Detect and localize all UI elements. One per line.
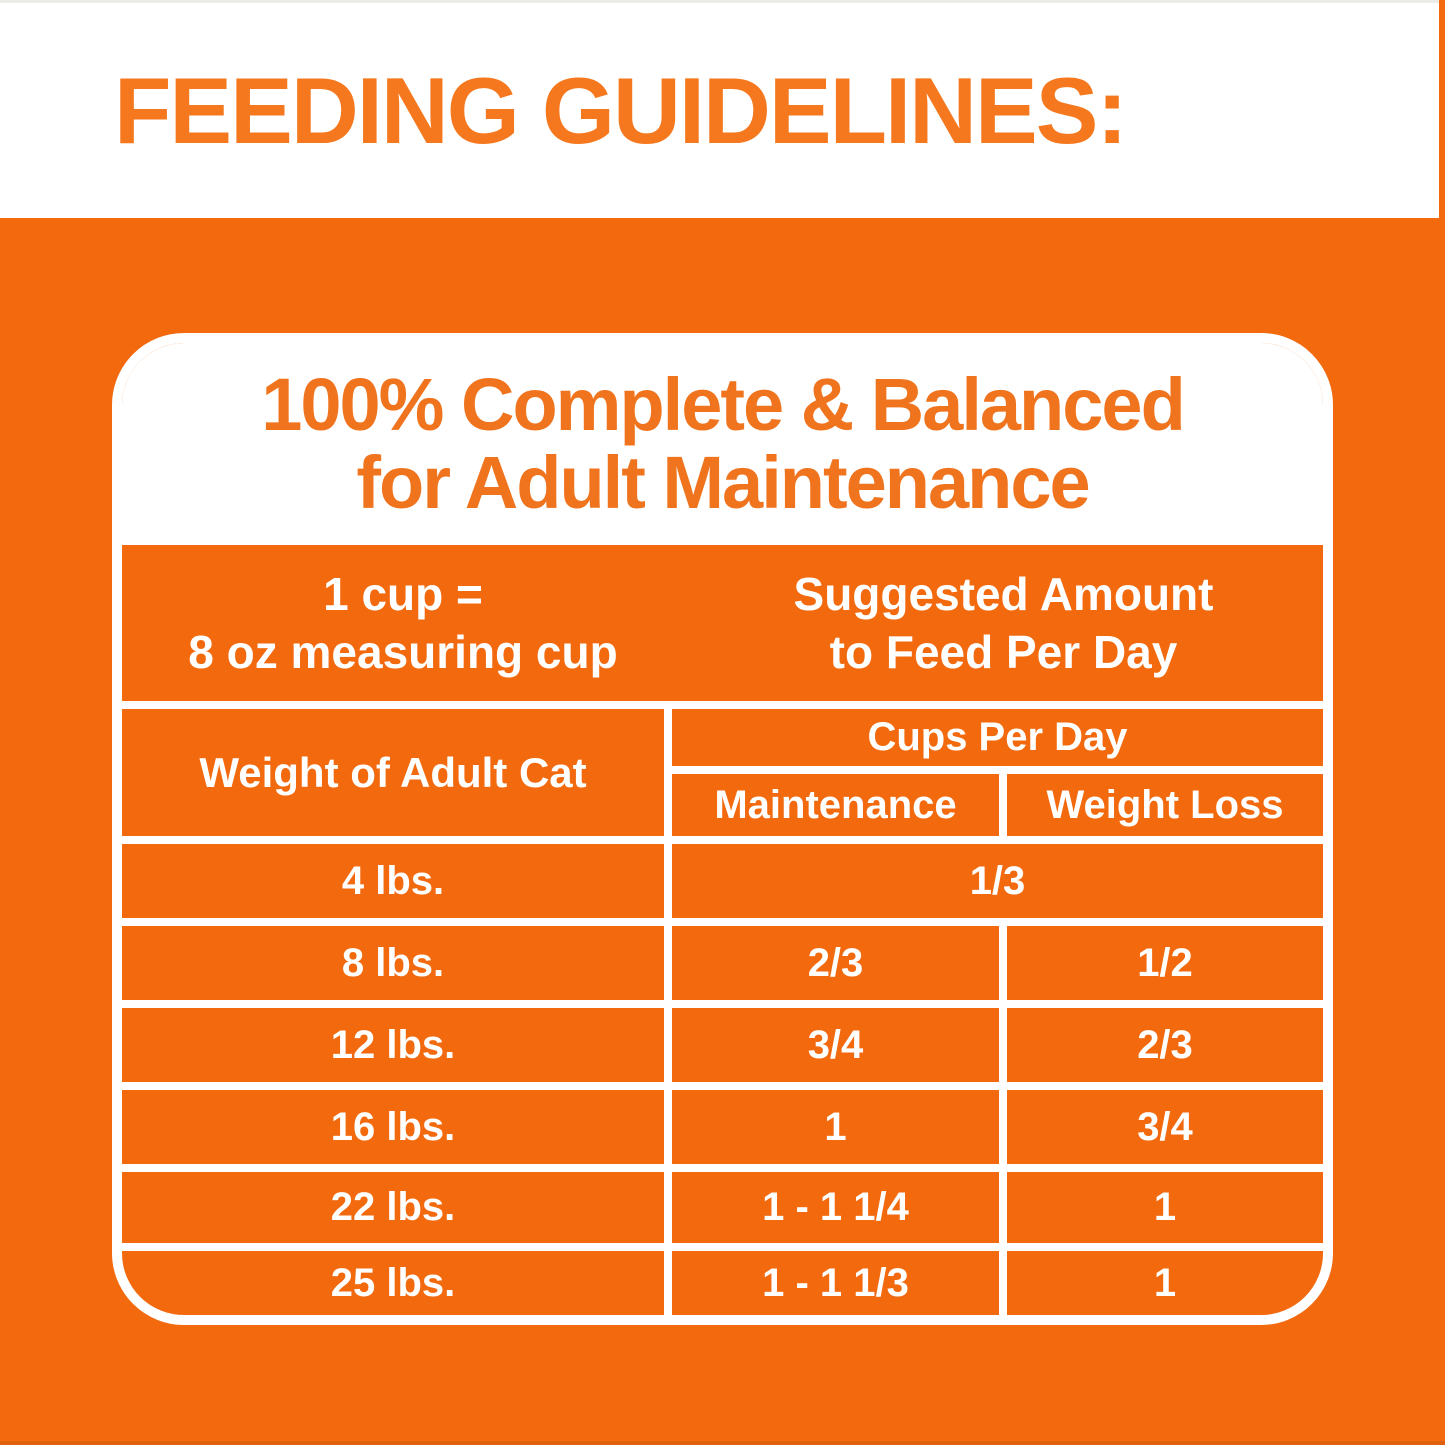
row-16lbs-weight: 16 lbs. — [122, 1090, 664, 1164]
row-8lbs-weight: 8 lbs. — [122, 926, 664, 1000]
row-25lbs-maintenance: 1 - 1 1/3 — [672, 1251, 999, 1315]
suggested-amount-line-2: to Feed Per Day — [829, 626, 1178, 678]
row-12lbs-weight: 12 lbs. — [122, 1008, 664, 1082]
feeding-table — [122, 709, 1323, 1315]
row-25lbs-weight: 25 lbs. — [122, 1251, 664, 1315]
page-title: FEEDING GUIDELINES: — [114, 57, 1126, 163]
card-heading — [122, 343, 1323, 545]
suggested-amount-line-1: Suggested Amount — [793, 568, 1214, 620]
table-top-divider — [122, 701, 1323, 709]
card-heading-line-2: for Adult Maintenance — [356, 441, 1089, 524]
row-16lbs-weight-loss: 3/4 — [1007, 1090, 1323, 1164]
feeding-guidelines-card — [112, 333, 1333, 1325]
cup-note-row — [122, 545, 1323, 701]
row-8lbs-maintenance: 2/3 — [672, 926, 999, 1000]
cup-note-line-1: 1 cup = — [323, 568, 483, 620]
right-edge-orange-strip — [1439, 0, 1445, 218]
top-white-band — [0, 0, 1445, 218]
cup-equivalence-note — [122, 565, 684, 681]
card-heading-line-1: 100% Complete & Balanced — [261, 363, 1184, 446]
col-header-maintenance: Maintenance — [672, 774, 999, 836]
row-16lbs-maintenance: 1 — [672, 1090, 999, 1164]
row-12lbs-maintenance: 3/4 — [672, 1008, 999, 1082]
cup-note-line-2: 8 oz measuring cup — [188, 626, 618, 678]
row-22lbs-weight-loss: 1 — [1007, 1172, 1323, 1243]
row-8lbs-weight-loss: 1/2 — [1007, 926, 1323, 1000]
row-4lbs-merged-value: 1/3 — [672, 844, 1323, 918]
row-4lbs-weight: 4 lbs. — [122, 844, 664, 918]
row-22lbs-weight: 22 lbs. — [122, 1172, 664, 1243]
row-12lbs-weight-loss: 2/3 — [1007, 1008, 1323, 1082]
col-header-weight-loss: Weight Loss — [1007, 774, 1323, 836]
col-group-header-cups-per-day: Cups Per Day — [672, 709, 1323, 766]
row-22lbs-maintenance: 1 - 1 1/4 — [672, 1172, 999, 1243]
suggested-amount-note — [684, 565, 1323, 681]
col-header-weight-of-adult-cat: Weight of Adult Cat — [122, 709, 664, 836]
bottom-edge-strip — [0, 1441, 1445, 1445]
row-25lbs-weight-loss: 1 — [1007, 1251, 1323, 1315]
